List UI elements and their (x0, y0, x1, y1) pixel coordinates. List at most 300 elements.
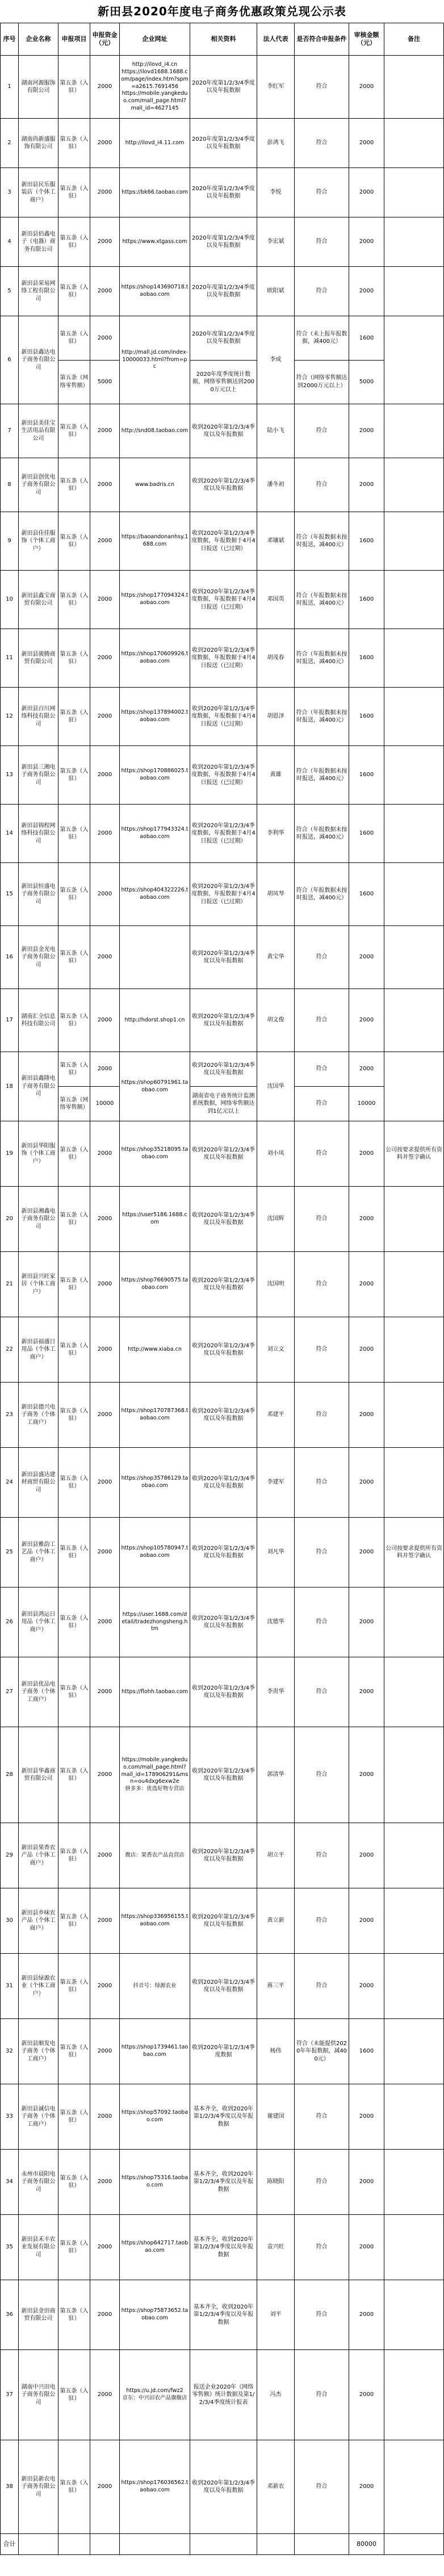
table-row (1, 1252, 444, 1317)
cell-project: 第五条（入驻） (58, 805, 90, 863)
cell-no: 8 (1, 458, 19, 512)
cell-legal: 李成 (257, 316, 295, 404)
cell-legal: 冯杰 (257, 2350, 295, 2440)
total-empty (120, 2534, 190, 2555)
table-row (1, 1657, 444, 1727)
cell-remark: 公司按要求提供所有资料并签字确认 (384, 1121, 444, 1187)
cell-eligible: 符合 (295, 119, 349, 168)
cell-approved: 2000 (349, 989, 384, 1052)
cell-no: 23 (1, 1383, 19, 1448)
cell-company: 新田县华阳服饰（个体工商户） (19, 1121, 58, 1187)
cell-company: 新田县华鑫商贸有限公司 (19, 1727, 58, 1823)
cell-eligible: 符合（网络零售额达到2000万元以上） (295, 360, 349, 404)
table-row (1, 1052, 444, 1087)
cell-url: 抖音号：绿源农业 (120, 1954, 190, 2019)
cell-legal: 胡茂春 (257, 629, 295, 688)
table-subrow (1, 1087, 444, 1121)
cell-project: 第五条（入驻） (58, 688, 90, 746)
cell-materials: 基本齐全，收到2020年第1/2/3/4季度以及年报数据 (190, 2215, 257, 2280)
table-row (1, 805, 444, 863)
table-row (1, 217, 444, 267)
cell-remark (384, 168, 444, 217)
cell-no: 31 (1, 1954, 19, 2019)
cell-remark (384, 2350, 444, 2440)
cell-remark (384, 2440, 444, 2534)
cell-eligible: 符合 (295, 1448, 349, 1518)
cell-eligible: 符合 (295, 1588, 349, 1657)
table-row (1, 119, 444, 168)
cell-company: 新田县新农电子商务有限公司 (19, 2440, 58, 2534)
cell-amount: 2000 (90, 1823, 120, 1888)
cell-project: 第五条（入驻） (58, 56, 90, 119)
cell-company: 新田县三湘电子商务有限公司 (19, 746, 58, 805)
cell-legal: 刘凡华 (257, 1518, 295, 1588)
cell-eligible: 符合（年报数据未按时报送，减400元） (295, 688, 349, 746)
cell-legal: 李宏斌 (257, 217, 295, 267)
cell-project: 第五条（入驻） (58, 1317, 90, 1383)
cell-amount: 2000 (90, 629, 120, 688)
cell-project: 第五条（入驻） (58, 217, 90, 267)
cell-amount: 2000 (90, 56, 120, 119)
cell-approved: 2000 (349, 1657, 384, 1727)
cell-legal: 沈国辉 (257, 1187, 295, 1252)
cell-no: 38 (1, 2440, 19, 2534)
cell-eligible: 符合（年报数据未按时报送，减400元） (295, 863, 349, 926)
page-title: 新田县2020年度电子商务优惠政策兑现公示表 (98, 5, 346, 18)
cell-legal: 谢建国 (257, 2084, 295, 2150)
table-row (1, 2350, 444, 2440)
cell-company: 新田县顺发电子商务（个体工商户） (19, 2019, 58, 2084)
cell-company: 新田县鑫宝商贸有限公司 (19, 571, 58, 629)
cell-no: 32 (1, 2019, 19, 2084)
cell-approved: 2000 (349, 1823, 384, 1888)
total-empty (257, 2534, 295, 2555)
cell-eligible: 符合 (295, 2440, 349, 2534)
cell-company: 新田县禾丰农业发展有限公司 (19, 2215, 58, 2280)
cell-remark (384, 1657, 444, 1727)
cell-materials: 收到2020年第1/2/3/4季度以及年报数据 (190, 1727, 257, 1823)
cell-url: https://www.xtgass.com (120, 217, 190, 267)
cell-amount: 2000 (90, 2215, 120, 2280)
cell-amount: 2000 (90, 512, 120, 571)
cell-amount: 2000 (90, 805, 120, 863)
cell-remark (384, 1588, 444, 1657)
cell-company: 湖南尚新盛服饰有限公司 (19, 119, 58, 168)
cell-legal: 邓新农 (257, 2440, 295, 2534)
cell-approved: 1600 (349, 512, 384, 571)
table-row (1, 168, 444, 217)
cell-project: 第五条（入驻） (58, 168, 90, 217)
notice-table (0, 23, 444, 2555)
cell-approved: 2000 (349, 1888, 384, 1954)
cell-legal: 陆小飞 (257, 404, 295, 458)
cell-no: 1 (1, 56, 19, 119)
cell-no: 3 (1, 168, 19, 217)
cell-project: 第五条（入驻） (58, 926, 90, 989)
cell-eligible: 符合 (295, 404, 349, 458)
cell-company: 永州市晨阳电子商务有限公司 (19, 2150, 58, 2215)
cell-legal: 李贵华 (257, 1657, 295, 1727)
cell-amount: 2000 (90, 267, 120, 316)
cell-legal: 袁兴旺 (257, 2215, 295, 2280)
cell-materials: 收到2020年第1/2/3/4季度以及年报数据 (190, 404, 257, 458)
cell-url: https://shop336956155.taobao.com (120, 1888, 190, 1954)
cell-legal: 彭鸿飞 (257, 119, 295, 168)
cell-materials: 收到2020年第1/2/3/4季度以及年报数据 (190, 458, 257, 512)
cell-remark (384, 1252, 444, 1317)
cell-eligible: 符合 (295, 1657, 349, 1727)
cell-project: 第五条（入驻） (58, 2440, 90, 2534)
cell-remark: 公司按要求提供所有资料并签字确认 (384, 1518, 444, 1588)
cell-no: 12 (1, 688, 19, 746)
cell-materials: 收到2020年第1/2/3/4季度数据，年报数据于4月4日报送（已过期） (190, 746, 257, 805)
cell-approved: 2000 (349, 2215, 384, 2280)
cell-legal: 黄雄 (257, 746, 295, 805)
cell-amount: 2000 (90, 404, 120, 458)
cell-eligible: 符合 (295, 1052, 349, 1087)
cell-eligible: 符合 (295, 1823, 349, 1888)
cell-project: 第五条（入驻） (58, 1657, 90, 1727)
cell-company: 新田县鸿运日用品（个体工商户） (19, 1588, 58, 1657)
cell-url: https://shop404322226.taobao.com (120, 863, 190, 926)
header-materials: 相关资料 (190, 23, 257, 56)
cell-approved: 2000 (349, 168, 384, 217)
cell-company: 湖南中兴田电子商务有限公司 (19, 2350, 58, 2440)
table-row (1, 1727, 444, 1823)
cell-amount: 2000 (90, 989, 120, 1052)
cell-approved: 2000 (349, 1588, 384, 1657)
table-row (1, 1888, 444, 1954)
cell-eligible: 符合 (295, 56, 349, 119)
cell-materials: 2020年度第1/2/3/4季度以及年报数据 (190, 168, 257, 217)
cell-no: 29 (1, 1823, 19, 1888)
cell-url: https://bk66.taobao.com (120, 168, 190, 217)
cell-remark (384, 926, 444, 989)
cell-no: 30 (1, 1888, 19, 1954)
cell-eligible: 符合 (295, 1727, 349, 1823)
cell-no: 34 (1, 2150, 19, 2215)
cell-project: 第五条（入驻） (58, 1823, 90, 1888)
cell-remark (384, 1052, 444, 1121)
cell-amount: 2000 (90, 746, 120, 805)
cell-url: www.badris.cn (120, 458, 190, 512)
cell-no: 17 (1, 989, 19, 1052)
cell-no: 36 (1, 2280, 19, 2350)
cell-url: https://shop143690718.taobao.com (120, 267, 190, 316)
cell-approved: 5000 (349, 360, 384, 404)
cell-no: 2 (1, 119, 19, 168)
cell-approved: 2000 (349, 119, 384, 168)
cell-approved: 2000 (349, 926, 384, 989)
header-eligible: 是否符合申报条件 (295, 23, 349, 56)
cell-approved: 2000 (349, 1518, 384, 1588)
cell-materials: 报送企业2020年《网络零售额》统计数据及第1/2/3/4季度统计报表 (190, 2350, 257, 2440)
cell-amount: 2000 (90, 1448, 120, 1518)
cell-legal: 胡恩泽 (257, 688, 295, 746)
cell-remark (384, 863, 444, 926)
table-row (1, 1448, 444, 1518)
cell-eligible: 符合 (295, 1317, 349, 1383)
cell-no: 18 (1, 1052, 19, 1121)
table-row (1, 989, 444, 1052)
cell-eligible: 符合 (295, 2084, 349, 2150)
table-row (1, 1317, 444, 1383)
table-row (1, 1823, 444, 1888)
cell-eligible: 符合 (295, 1954, 349, 2019)
cell-url: https://shop177943324.taobao.com (120, 805, 190, 863)
cell-no: 28 (1, 1727, 19, 1823)
cell-url: https://shop75316.taobao.com (120, 2150, 190, 2215)
cell-url: http://ilovd_i4.11.com (120, 119, 190, 168)
cell-no: 22 (1, 1317, 19, 1383)
table-row (1, 316, 444, 361)
cell-url: https://baoandonanhsy.1688.com (120, 512, 190, 571)
cell-remark (384, 688, 444, 746)
cell-no: 26 (1, 1588, 19, 1657)
cell-remark (384, 316, 444, 404)
cell-project: 第五条（入驻） (58, 1448, 90, 1518)
cell-legal: 黄立新 (257, 1888, 295, 1954)
cell-legal: 李红军 (257, 56, 295, 119)
cell-project: 第五条（网络零售额） (58, 1087, 90, 1121)
cell-approved: 2000 (349, 2440, 384, 2534)
cell-company: 新田县恒盛电子商务有限公司 (19, 863, 58, 926)
cell-url: https://shop177094324.taobao.com (120, 571, 190, 629)
cell-url: https://shop35218095.taobao.com (120, 1121, 190, 1187)
cell-approved: 2000 (349, 1252, 384, 1317)
cell-remark (384, 1954, 444, 2019)
cell-project: 第五条（入驻） (58, 1888, 90, 1954)
table-row (1, 1187, 444, 1252)
cell-url: https://shop75873652.taobao.com (120, 2280, 190, 2350)
cell-eligible: 符合（未能提供2020年年报数据，减400元） (295, 2019, 349, 2084)
cell-eligible: 符合（年报数据未按时报送，减400元） (295, 629, 349, 688)
cell-project: 第五条（入驻） (58, 119, 90, 168)
table-row (1, 2215, 444, 2280)
cell-url: https://shop105780947.taobao.com (120, 1518, 190, 1588)
cell-url: https://shop642717.taobao.com (120, 2215, 190, 2280)
cell-eligible: 符合 (295, 217, 349, 267)
cell-project: 第五条（入驻） (58, 2019, 90, 2084)
cell-amount: 2000 (90, 1252, 120, 1317)
total-label: 合计 (1, 2534, 19, 2555)
cell-approved: 2000 (349, 1121, 384, 1187)
cell-approved: 1600 (349, 688, 384, 746)
cell-no: 11 (1, 629, 19, 688)
cell-url: https://shop60791961.taobao.com (120, 1052, 190, 1121)
cell-url: https://shop35786129.taobao.com (120, 1448, 190, 1518)
cell-project: 第五条（入驻） (58, 571, 90, 629)
cell-remark (384, 1187, 444, 1252)
cell-approved: 2000 (349, 2084, 384, 2150)
cell-legal: 邓建平 (257, 1383, 295, 1448)
total-approved: 80000 (349, 2534, 384, 2555)
cell-remark (384, 1317, 444, 1383)
cell-eligible: 符合 (295, 1121, 349, 1187)
cell-company: 湖南河源服饰有限公司 (19, 56, 58, 119)
cell-legal: 欧阳斌 (257, 267, 295, 316)
cell-approved: 2000 (349, 1187, 384, 1252)
cell-company: 新田县骏腾商贸有限公司 (19, 629, 58, 688)
cell-amount: 2000 (90, 926, 120, 989)
cell-amount: 2000 (90, 1121, 120, 1187)
cell-remark (384, 2084, 444, 2150)
cell-no: 5 (1, 267, 19, 316)
cell-approved: 1600 (349, 316, 384, 361)
cell-approved: 10000 (349, 1087, 384, 1121)
cell-legal: 邓镶斌 (257, 512, 295, 571)
cell-eligible: 符合 (295, 267, 349, 316)
table-row (1, 2150, 444, 2215)
cell-remark (384, 571, 444, 629)
cell-project: 第五条（入驻） (58, 629, 90, 688)
cell-no: 13 (1, 746, 19, 805)
cell-eligible: 符合 (295, 926, 349, 989)
cell-remark (384, 119, 444, 168)
table-row (1, 1588, 444, 1657)
cell-no: 27 (1, 1657, 19, 1727)
cell-project: 第五条（入驻） (58, 1727, 90, 1823)
cell-remark (384, 2150, 444, 2215)
cell-company: 新田县果香农产品（个体工商户） (19, 1823, 58, 1888)
cell-remark (384, 2215, 444, 2280)
cell-eligible: 符合 (295, 1252, 349, 1317)
table-row (1, 629, 444, 688)
cell-materials: 收到2020年第1/2/3/4季度数据，年报数据于4月4日报送（已过期） (190, 629, 257, 688)
cell-legal: 黄宝华 (257, 926, 295, 989)
cell-eligible: 符合 (295, 2280, 349, 2350)
cell-project: 第五条（入驻） (58, 267, 90, 316)
cell-legal: 沈国明 (257, 1252, 295, 1317)
cell-company: 新田县乡味农产品（个体工商户） (19, 1888, 58, 1954)
header-approved: 审核金额（元） (349, 23, 384, 56)
cell-materials: 2020年度第1/2/3/4季度以及年报数据 (190, 316, 257, 361)
cell-eligible: 符合 (295, 1518, 349, 1588)
cell-project: 第五条（入驻） (58, 1187, 90, 1252)
cell-amount: 2000 (90, 1383, 120, 1448)
cell-remark (384, 1383, 444, 1448)
cell-eligible: 符合（年报数据未按时报送，减400元） (295, 512, 349, 571)
cell-no: 24 (1, 1448, 19, 1518)
cell-url: https://shop57092.taobao.com (120, 2084, 190, 2150)
cell-url: http://ilovd_i4.cn https://ilovd1688.1688.com/page/index.htm?spm=a2615.7691456 https://mobile.yangkeduo.com/mall_page.html?mall_id=4627145 (120, 56, 190, 119)
cell-url: http://snd08.taobao.com (120, 404, 190, 458)
cell-legal: 刘平 (257, 2280, 295, 2350)
cell-approved: 2000 (349, 1052, 384, 1087)
cell-url (120, 926, 190, 989)
cell-no: 25 (1, 1518, 19, 1588)
cell-company: 新田县湘鑫电子商务有限公司 (19, 1187, 58, 1252)
cell-company: 新田县荣易网络工程有限公司 (19, 267, 58, 316)
cell-legal: 刘小凤 (257, 1121, 295, 1187)
cell-eligible: 符合（未上报年报数据，减400元） (295, 316, 349, 361)
cell-amount: 2000 (90, 2084, 120, 2150)
cell-no: 15 (1, 863, 19, 926)
cell-materials: 收到2020年第1/2/3/4季度数据，年报数据于4月4日报送（已过期） (190, 805, 257, 863)
cell-project: 第五条（入驻） (58, 863, 90, 926)
cell-materials: 收到2020年第1/2/3/4季度以及年报数据 (190, 1448, 257, 1518)
table-row (1, 2084, 444, 2150)
cell-materials: 收到2020年第1/2/3/4季度以及年报数据 (190, 1823, 257, 1888)
cell-materials: 收到2020年第1/2/3/4季度以及年报数据 (190, 1317, 257, 1383)
cell-materials: 基本齐全，收到2020年第1/2/3/4季度以及年报数据 (190, 2280, 257, 2350)
cell-approved: 2000 (349, 56, 384, 119)
cell-project: 第五条（入驻） (58, 316, 90, 361)
cell-eligible: 符合 (295, 1888, 349, 1954)
cell-materials: 收到2020年第1/2/3/4季度以及年报数据 (190, 1954, 257, 2019)
cell-company: 新田县德兴电子商务（个体工商户） (19, 1383, 58, 1448)
cell-remark (384, 404, 444, 458)
cell-project: 第五条（入驻） (58, 404, 90, 458)
total-empty (295, 2534, 349, 2555)
cell-approved: 2000 (349, 1448, 384, 1518)
cell-materials: 收到2020年第1/2/3/4季度以及年报数据 (190, 1121, 257, 1187)
header-project: 申报项目 (58, 23, 90, 56)
table-row (1, 267, 444, 316)
cell-url: https://shop137894002.taobao.com (120, 688, 190, 746)
cell-remark (384, 746, 444, 805)
cell-materials: 2020年度第1/2/3/4季度以及年报数据 (190, 119, 257, 168)
table-row (1, 2280, 444, 2350)
cell-materials: 2020年度第1/2/3/4季度以及年报数据 (190, 267, 257, 316)
table-row (1, 571, 444, 629)
table-row (1, 56, 444, 119)
cell-materials: 收到2020年第1/2/3/4季度以及年报数据 (190, 1588, 257, 1657)
cell-materials: 收到2020年第1/2/3/4季度以及年报数据 (190, 1383, 257, 1448)
cell-approved: 1600 (349, 746, 384, 805)
header-url: 企业网址 (120, 23, 190, 56)
table-subrow (1, 360, 444, 404)
cell-materials: 收到2020年第1/2/3/4季度数据，年报数据于4月4日报送（已过期） (190, 688, 257, 746)
cell-remark (384, 2280, 444, 2350)
cell-legal: 蒋三平 (257, 1954, 295, 2019)
cell-url: http://www.xiaba.cn (120, 1317, 190, 1383)
header-no: 序号 (1, 23, 19, 56)
cell-approved: 1600 (349, 2019, 384, 2084)
table-row (1, 458, 444, 512)
table-row (1, 863, 444, 926)
header-row (1, 23, 444, 56)
cell-legal: 刘立文 (257, 1317, 295, 1383)
cell-materials: 2020年度季度统计数据，网络零售额达到2000万元以上 (190, 360, 257, 404)
cell-materials: 基本齐全，收到2020年第1/2/3/4季度以及年报数据 (190, 2150, 257, 2215)
cell-no: 6 (1, 316, 19, 404)
cell-materials: 收到2020年第1/2/3/4季度以及年报数据 (190, 1888, 257, 1954)
header-legal: 法人代表 (257, 23, 295, 56)
cell-company: 新田县诚信电子商务（个体工商户） (19, 2084, 58, 2150)
cell-company: 新田县福盛日用品（个体工商户） (19, 1317, 58, 1383)
cell-approved: 1600 (349, 863, 384, 926)
cell-approved: 2000 (349, 1727, 384, 1823)
cell-eligible: 符合 (295, 1187, 349, 1252)
cell-amount: 2000 (90, 217, 120, 267)
table-row (1, 926, 444, 989)
cell-no: 7 (1, 404, 19, 458)
table-row (1, 404, 444, 458)
cell-approved: 2000 (349, 1954, 384, 2019)
cell-materials: 2020年度第1/2/3/4季度以及年报数据 (190, 217, 257, 267)
cell-remark (384, 1888, 444, 1954)
cell-amount: 2000 (90, 1657, 120, 1727)
cell-remark (384, 629, 444, 688)
cell-approved: 1600 (349, 629, 384, 688)
total-empty (19, 2534, 58, 2555)
cell-legal: 胡立平 (257, 1823, 295, 1888)
cell-materials: 收到2020年第1/2/3/4季度数据，年报数据于4月4日报送（已过期） (190, 863, 257, 926)
cell-materials: 收到2020年第1/2/3/4季度以及年报数据 (190, 926, 257, 989)
cell-url: 微店：果香农产品直营店 (120, 1823, 190, 1888)
cell-url: https://shop170609926.taobao.com (120, 629, 190, 688)
